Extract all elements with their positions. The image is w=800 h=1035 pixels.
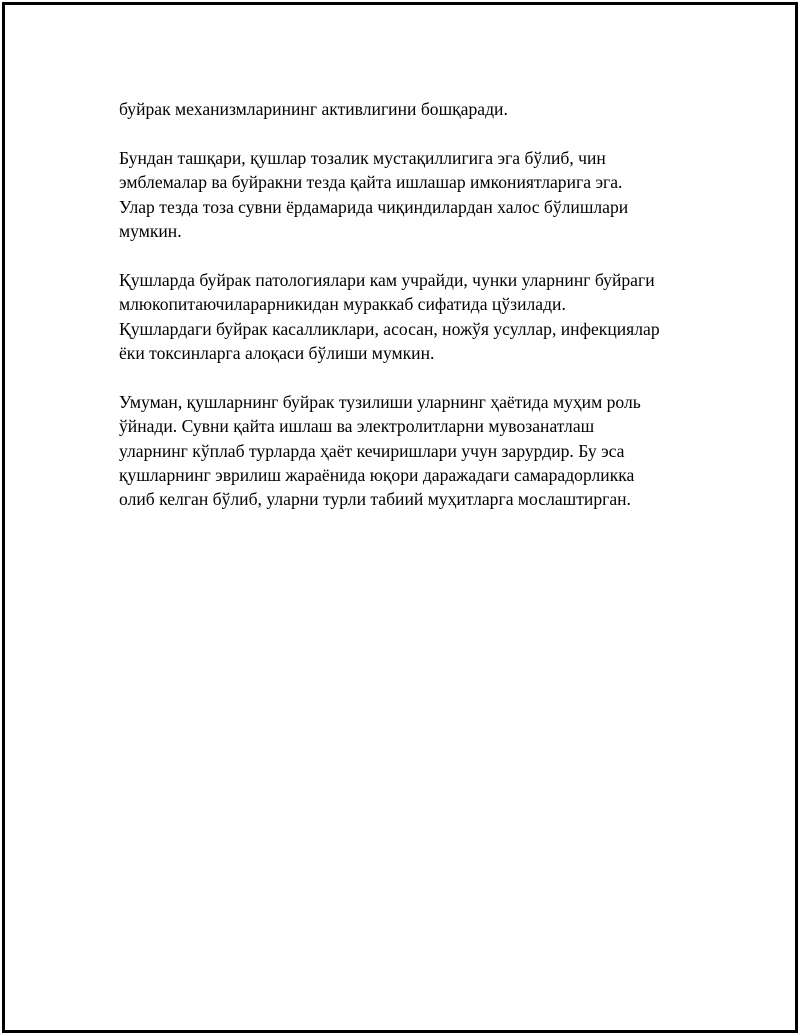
text-line: ўйнади. Сувни қайта ишлаш ва электролитларни мувозанатлаш [119,416,595,437]
text-line: қушларнинг эврилиш жараёнида юқори даражадаги самарадорликка [119,465,635,486]
text-line: буйрак механизмларининг активлигини бошқаради. [119,99,508,119]
document-body [119,97,719,536]
text-line: олиб келган бўлиб, уларни турли табиий муҳитларга мослаштирган. [119,489,631,510]
paragraph-3 [119,268,719,366]
text-line: Улар тезда тоза сувни ёрдамарида чиқиндилардан халос бўлишлари [119,196,629,217]
paragraph-2 [119,146,719,244]
paragraph-1 [119,97,719,121]
text-line: ёки токсинларга алоқаси бўлиши мумкин. [119,343,435,364]
text-line: Умуман, қушларнинг буйрак тузилиши уларнинг ҳаётида муҳим роль [119,391,641,412]
text-line: Қушлардаги буйрак касалликлари, асосан, ножўя усуллар, инфекциялар [119,318,660,339]
text-line: эмблемалар ва буйракни тезда қайта ишлашар имкониятларига эга. [119,172,623,193]
text-line: Бундан ташқари, қушлар тозалик мустақиллигига эга бўлиб, чин [119,147,606,168]
document-page [2,2,798,1033]
text-line: млюкопитаючиларарникидан мураккаб сифатида цўзилади. [119,294,566,315]
text-line: Қушларда буйрак патологиялари кам учрайди, чунки уларнинг буйраги [119,269,655,290]
text-line: мумкин. [119,221,182,242]
text-line: уларнинг кўплаб турларда ҳаёт кечиришлари учун зарурдир. Бу эса [119,440,625,461]
paragraph-4 [119,390,719,512]
